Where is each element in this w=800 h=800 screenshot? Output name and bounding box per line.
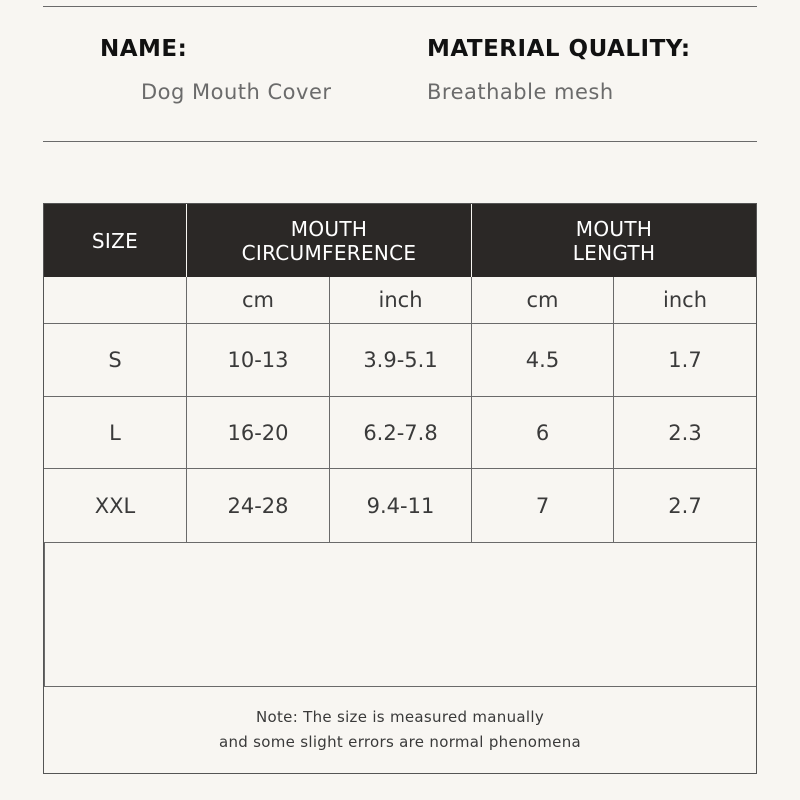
size-cell: S [44,324,187,397]
table-cell: 16-20 [187,397,330,469]
unit-cell: inch [614,277,756,324]
header-divider [43,141,757,142]
unit-cell: inch [330,277,472,324]
table-cell: 24-28 [187,469,330,543]
length-header-line1: MOUTH [575,216,653,241]
length-column-header [472,204,756,277]
material-value: Breathable mesh [427,80,614,104]
table-cell: 9.4-11 [330,469,472,543]
table-cell: 6 [472,397,614,469]
empty-row [44,614,756,687]
name-value: Dog Mouth Cover [141,80,332,104]
circumference-header-line2: CIRCUMFERENCE [241,240,417,265]
circumference-column-header [187,204,472,277]
size-column-header [44,204,187,277]
note-line-2: and some slight errors are normal phenomena [218,733,582,751]
unit-cell: cm [472,277,614,324]
units-row-size-cell [44,277,187,324]
size-header-text: SIZE [91,228,139,253]
name-label: NAME: [100,36,188,62]
table-cell: 10-13 [187,324,330,397]
table-cell: 1.7 [614,324,756,397]
top-divider [43,6,757,7]
table-cell: 2.3 [614,397,756,469]
length-header-line2: LENGTH [572,240,656,265]
note-line-1: Note: The size is measured manually [255,708,545,726]
size-cell: L [44,397,187,469]
table-cell: 6.2-7.8 [330,397,472,469]
table-cell: 7 [472,469,614,543]
table-cell: 4.5 [472,324,614,397]
table-cell: 3.9-5.1 [330,324,472,397]
size-cell: XXL [44,469,187,543]
unit-cell: cm [187,277,330,324]
empty-row-divider [44,543,45,614]
size-chart-table [43,203,757,774]
table-cell: 2.7 [614,469,756,543]
material-label: MATERIAL QUALITY: [427,36,691,62]
measurement-note [44,687,756,773]
circumference-header-line1: MOUTH [290,216,368,241]
